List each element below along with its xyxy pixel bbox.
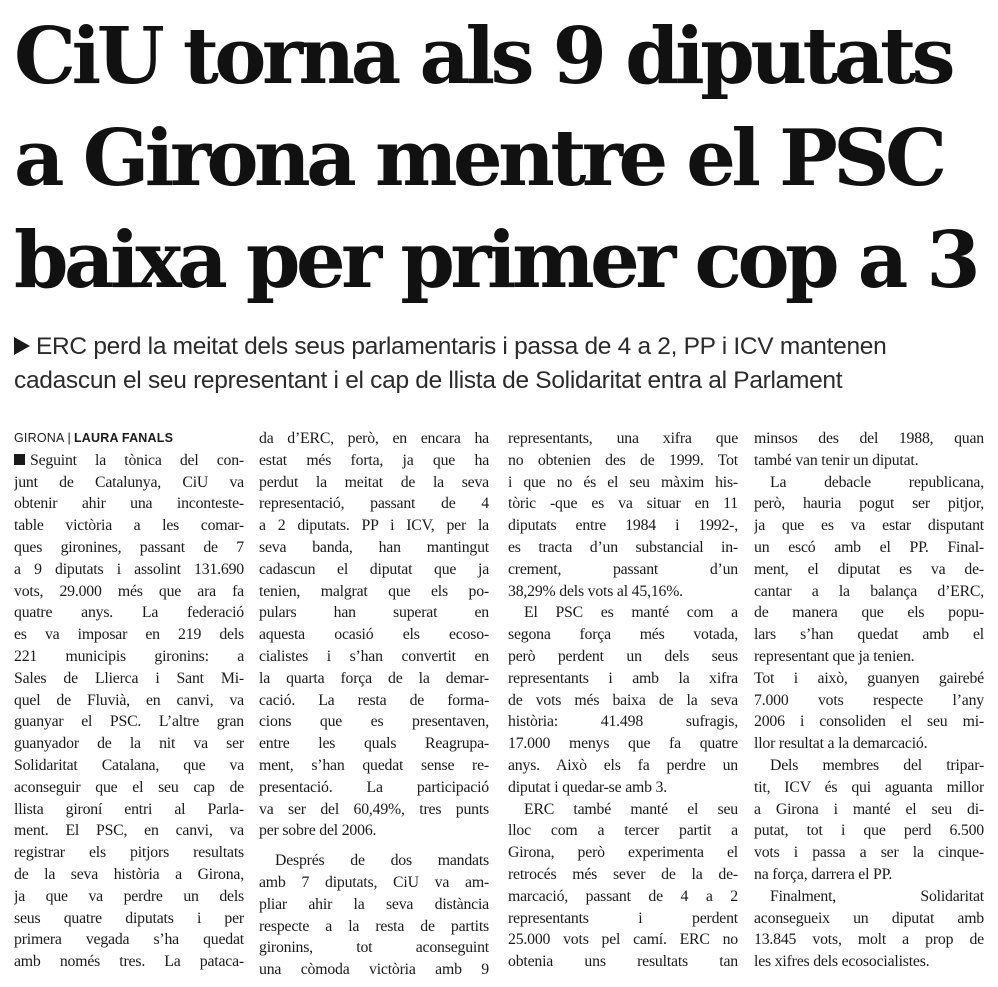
subheadline-text: ERC perd la meitat dels seus parlamentaris i passa de 4 a 2, PP i ICV mantenen bbox=[36, 333, 887, 360]
arrow-right-icon bbox=[14, 337, 30, 355]
body-line: diputat i quedar-se amb 3. bbox=[508, 778, 667, 796]
body-line: aconsegueix un diputat amb bbox=[754, 909, 984, 927]
body-line: quatre anys. La federació bbox=[14, 604, 244, 622]
body-line: Solidaritat Catalana, que va bbox=[14, 756, 244, 774]
body-line: 221 municipis gironins: a bbox=[14, 647, 244, 665]
article-column-4 bbox=[754, 428, 984, 973]
body-line: un escó amb el PP. Final- bbox=[754, 538, 984, 556]
body-line: pliar ahir la seva distància bbox=[259, 895, 489, 913]
body-line: Després de dos mandats bbox=[275, 852, 489, 870]
body-line: a Girona i manté el seu di- bbox=[754, 800, 984, 818]
body-line: Dels membres del tripar- bbox=[770, 756, 984, 774]
square-bullet-icon bbox=[14, 454, 25, 465]
body-line: no obtenien des de 1999. Tot bbox=[508, 451, 738, 469]
body-line: El PSC es manté com a bbox=[524, 604, 738, 622]
body-line-text: Seguint la tònica del con- bbox=[30, 451, 244, 469]
body-line: però perdent un dels seus bbox=[508, 647, 738, 665]
body-line: respecte a la resta de partits bbox=[259, 917, 489, 935]
subheadline-line-1 bbox=[14, 330, 989, 364]
body-line: història: 41.498 sufragis, bbox=[508, 713, 738, 731]
body-line: les xifres dels ecosocialistes. bbox=[754, 953, 930, 971]
body-line: amb només tres. La pataca- bbox=[14, 953, 244, 971]
subheadline bbox=[14, 330, 989, 398]
body-line: a 9 diputats i assolint 131.690 bbox=[14, 560, 244, 578]
body-line: obtenia uns resultats tan bbox=[508, 953, 738, 971]
body-line: 13.845 vots, molt a prop de bbox=[754, 931, 984, 949]
body-line: Tot i això, guanyen gairebé bbox=[754, 669, 984, 687]
body-line: registrar els pitjors resultats bbox=[14, 844, 244, 862]
body-line: vots, 29.000 més que ara fa bbox=[14, 582, 244, 600]
body-line: junt de Catalunya, CiU va bbox=[14, 473, 244, 491]
body-line: representants i perdent bbox=[508, 909, 738, 927]
body-line: vots i passa a ser la cinque- bbox=[754, 844, 984, 862]
body-line: ja que va perdre un dels bbox=[14, 887, 244, 905]
article-column-3 bbox=[508, 428, 738, 973]
body-line: 25.000 vots pel camí. ERC no bbox=[508, 931, 738, 949]
body-line: va ser del 60,49%, tres punts bbox=[259, 800, 489, 818]
body-line: de la seva història a Girona, bbox=[14, 865, 244, 883]
body-line: amb 7 diputats, CiU va am- bbox=[259, 873, 489, 891]
body-line: segona força més votada, bbox=[508, 626, 738, 644]
body-line: tit, ICV és qui aguanta millor bbox=[754, 778, 984, 796]
body-line: ja que es va estar disputant bbox=[754, 517, 984, 535]
article-column-1 bbox=[14, 428, 244, 973]
paragraph-gap bbox=[259, 842, 489, 850]
body-line: es tracta d’un substancial in- bbox=[508, 538, 738, 556]
body-line: representant que ja tenien. bbox=[754, 647, 915, 665]
body-line: entre les quals Reagrupa- bbox=[259, 735, 489, 753]
body-line: i que no és el seu màxim his- bbox=[508, 473, 738, 491]
body-line: cions que es presentaven, bbox=[259, 713, 489, 731]
body-line: obtenir ahir una inconteste- bbox=[14, 495, 244, 513]
body-line: putat, tot i que perd 6.500 bbox=[754, 822, 984, 840]
body-line: Girona, però experimenta el bbox=[508, 844, 738, 862]
body-line: cadascun el diputat que ja bbox=[259, 560, 489, 578]
body-line: ques gironines, passant de 7 bbox=[14, 538, 244, 556]
body-line: seva banda, han mantingut bbox=[259, 538, 489, 556]
article-column-2 bbox=[259, 428, 489, 981]
body-line: representants i amb la xifra bbox=[508, 669, 738, 687]
body-line: pulars han superat en bbox=[259, 604, 489, 622]
body-line: seus quatre diputats i per bbox=[14, 909, 244, 927]
body-line: ment. El PSC, en canvi, va bbox=[14, 822, 244, 840]
body-line: representació, passant de 4 bbox=[259, 495, 489, 513]
body-line: cantar a la balança d’ERC, bbox=[754, 582, 984, 600]
body-line: Finalment, Solidaritat bbox=[770, 887, 984, 905]
body-line: a 2 diputats. PP i ICV, per la bbox=[259, 517, 489, 535]
body-line: guanyar el PSC. L’altre gran bbox=[14, 713, 244, 731]
body-line: table victòria a les comar- bbox=[14, 517, 244, 535]
body-line: de vots més baixa de la seva bbox=[508, 691, 738, 709]
body-line: aconseguir que el seu cap de bbox=[14, 778, 244, 796]
body-line: 7.000 vots respecte l’any bbox=[754, 691, 984, 709]
body-line: llor resultat a la demarcació. bbox=[754, 735, 928, 753]
body-line bbox=[14, 450, 244, 472]
body-line: la quarta força de la demar- bbox=[259, 669, 489, 687]
body-line: guanyador de la nit va ser bbox=[14, 735, 244, 753]
byline-location: GIRONA bbox=[14, 431, 65, 445]
body-line: gironins, tot aconseguint bbox=[259, 939, 489, 957]
body-line: retrocés més sever de la de- bbox=[508, 865, 738, 883]
body-line: tenien, malgrat que els po- bbox=[259, 582, 489, 600]
body-line: però, hauria pogut ser pitjor, bbox=[754, 495, 984, 513]
body-line: tòric -que es va situar en 11 bbox=[508, 495, 738, 513]
body-line: 17.000 menys que fa quatre bbox=[508, 735, 738, 753]
byline-author: LAURA FANALS bbox=[73, 431, 174, 445]
body-line: Sales de Llierca i Sant Mi- bbox=[14, 669, 244, 687]
headline-line: baixa per primer cop a 3 bbox=[14, 215, 977, 306]
body-line: aquesta ocasió els ecoso- bbox=[259, 626, 489, 644]
body-line: presentació. La participació bbox=[259, 778, 489, 796]
body-line: llista gironí entri al Parla- bbox=[14, 800, 244, 818]
body-line: lloc com a tercer partit a bbox=[508, 822, 738, 840]
body-line: ment, el diputat es va de- bbox=[754, 560, 984, 578]
body-line: representants, una xifra que bbox=[508, 430, 738, 447]
body-line: da d’ERC, però, en encara ha bbox=[259, 430, 489, 447]
headline bbox=[14, 6, 989, 312]
body-line: de manera que els popu- bbox=[754, 604, 984, 622]
body-line: na força, darrera el PP. bbox=[754, 865, 893, 883]
body-line: crement, passant d’un bbox=[508, 560, 738, 578]
body-line: també van tenir un diputat. bbox=[754, 451, 919, 469]
body-line: 38,29% dels vots al 45,16%. bbox=[508, 582, 683, 600]
headline-line: CiU torna als 9 diputats bbox=[14, 11, 952, 102]
article-body bbox=[14, 428, 984, 984]
body-line: una còmoda victòria amb 9 bbox=[259, 961, 489, 979]
body-line: anys. Això els fa perdre un bbox=[508, 756, 738, 774]
body-line: estat més forta, ja que ha bbox=[259, 451, 489, 469]
body-line: cialistes i s’han convertit en bbox=[259, 647, 489, 665]
headline-line: a Girona mentre el PSC bbox=[14, 113, 943, 204]
body-line: ERC també manté el seu bbox=[524, 800, 738, 818]
body-line: per sobre del 2006. bbox=[259, 822, 377, 840]
byline bbox=[14, 428, 244, 450]
body-line: minsos des del 1988, quan bbox=[754, 430, 984, 447]
body-line: diputats entre 1984 i 1992-, bbox=[508, 517, 738, 535]
body-line: marcació, passant de 4 a 2 bbox=[508, 887, 738, 905]
byline-separator: | bbox=[67, 431, 71, 445]
subheadline-line-2: cadascun el seu representant i el cap de llista de Solidaritat entra al Parlament bbox=[14, 367, 843, 394]
body-line: La debacle republicana, bbox=[770, 473, 984, 491]
body-line: ment, s’han quedat sense re- bbox=[259, 756, 489, 774]
body-line: quel de Fluvià, en canvi, va bbox=[14, 691, 244, 709]
body-line: cació. La resta de forma- bbox=[259, 691, 489, 709]
body-line: 2006 i consoliden el seu mi- bbox=[754, 713, 984, 731]
body-line: lars s’han quedat amb el bbox=[754, 626, 984, 644]
body-line: perdut la meitat de la seva bbox=[259, 473, 489, 491]
body-line: es va imposar en 219 dels bbox=[14, 626, 244, 644]
body-line: primera vegada s’ha quedat bbox=[14, 931, 244, 949]
